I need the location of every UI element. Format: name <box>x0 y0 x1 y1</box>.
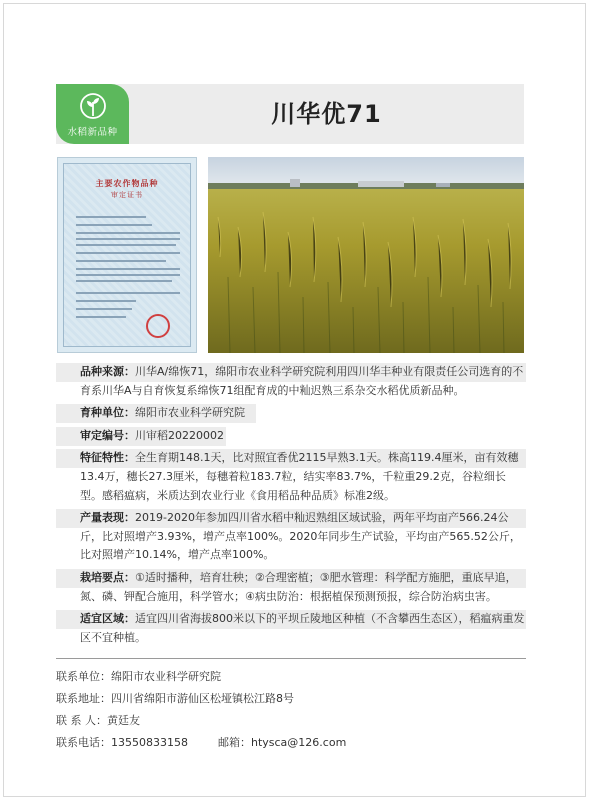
section-label: 栽培要点： <box>80 570 135 584</box>
contact-phone-label: 联系电话： <box>56 736 111 749</box>
certificate-text-line <box>76 300 136 302</box>
section-text: 适宜四川省海拔800米以下的平坝丘陵地区种植（不含攀西生态区），稻瘟病重发区不宜种植。 <box>80 612 525 644</box>
contact-phone-row <box>56 732 526 754</box>
contact-address-row <box>56 688 526 710</box>
section-text: 川审稻20220002 <box>135 428 224 442</box>
certificate-text-line <box>76 274 180 276</box>
contact-person-value: 黄廷友 <box>107 714 140 727</box>
section-label: 品种来源： <box>80 365 135 378</box>
contact-unit-label: 联系单位： <box>56 670 111 683</box>
certificate-text-line <box>76 232 180 234</box>
certificate-image <box>57 157 197 353</box>
contact-divider <box>56 658 526 659</box>
certificate-text-line <box>76 316 126 318</box>
rice-sprout-icon <box>80 91 106 121</box>
certificate-text-line <box>76 280 172 282</box>
section-label: 审定编号： <box>80 428 135 442</box>
contact-unit-row <box>56 666 526 688</box>
section-text: 川华A/绵恢71，绵阳市农业科学研究院利用四川华丰种业有限责任公司选育的不育系川华A与自育恢复系绵恢71组配育成的中籼迟熟三系杂交水稻优质新品种。 <box>80 365 524 397</box>
section-cultivation <box>56 569 526 606</box>
certificate-frame <box>63 163 191 347</box>
section-text: 绵阳市农业科学研究院 <box>135 406 245 420</box>
category-badge <box>56 84 129 144</box>
section-label: 适宜区域： <box>80 612 135 626</box>
section-approval-number <box>56 427 526 446</box>
section-breeder <box>56 404 526 423</box>
certificate-text-line <box>76 268 180 270</box>
certificate-text-line <box>76 308 132 310</box>
contact-email-label: 邮箱： <box>217 736 251 749</box>
section-suitable-region <box>56 610 526 647</box>
certificate-text-line <box>76 260 166 262</box>
contact-phone-value: 13550833158 <box>111 736 188 749</box>
section-text: ①适时播种，培育壮秧；②合理密植；③肥水管理：科学配方施肥，重底早追，氮、磷、钾配合施用，科学管水；④病虫防治：根据植保预测预报，综合防治病虫害。 <box>80 570 517 603</box>
contact-person-label: 联 系 人： <box>56 714 107 727</box>
contact-unit-value: 绵阳市农业科学研究院 <box>111 670 221 683</box>
certificate-text-line <box>76 252 180 254</box>
contact-email-value: htysca@126.com <box>250 736 347 749</box>
rice-field-illustration <box>208 157 524 353</box>
contact-person-row <box>56 710 526 732</box>
section-text: 全生育期148.1天，比对照宜香优2115早熟3.1天。株高119.4厘米，亩有效穗13.4万，穗长27.3厘米，每穗着粒183.7粒，结实率83.7%，千粒重29.2克，谷粒细长型。感稻瘟病，米质达到农业行业《食用稻品种品质》标准2级。 <box>80 451 519 502</box>
certificate-subtitle: 审定证书 <box>111 191 143 199</box>
section-label: 育种单位： <box>80 406 135 420</box>
section-label: 产量表现： <box>80 511 135 525</box>
section-characteristics <box>56 449 526 505</box>
variety-description <box>56 363 526 647</box>
certificate-text-line <box>76 216 146 218</box>
certificate-text-line <box>76 292 180 294</box>
rice-field-photo <box>208 157 524 353</box>
section-text: 2019-2020年参加四川省水稻中籼迟熟组区域试验，两年平均亩产566.24公斤，比对照增产3.93%，增产点率100%。2020年同步生产试验，平均亩产565.52公斤，比对照增产10.14%，增产点率100%。 <box>80 511 521 562</box>
red-seal-stamp <box>146 314 170 338</box>
section-label: 特征特性： <box>80 451 135 465</box>
section-origin <box>56 363 526 400</box>
certificate-text-line <box>76 244 176 246</box>
contact-info <box>56 666 526 754</box>
certificate-text-line <box>76 224 152 226</box>
badge-label: 水稻新品种 <box>67 127 118 138</box>
section-yield <box>56 509 526 565</box>
contact-address-value: 四川省绵阳市游仙区松垭镇松江路8号 <box>111 692 294 705</box>
page-title: 川华优71 <box>271 100 382 128</box>
certificate-title: 主要农作物品种 <box>95 179 159 188</box>
certificate-text-line <box>76 238 180 240</box>
contact-address-label: 联系地址： <box>56 692 111 705</box>
